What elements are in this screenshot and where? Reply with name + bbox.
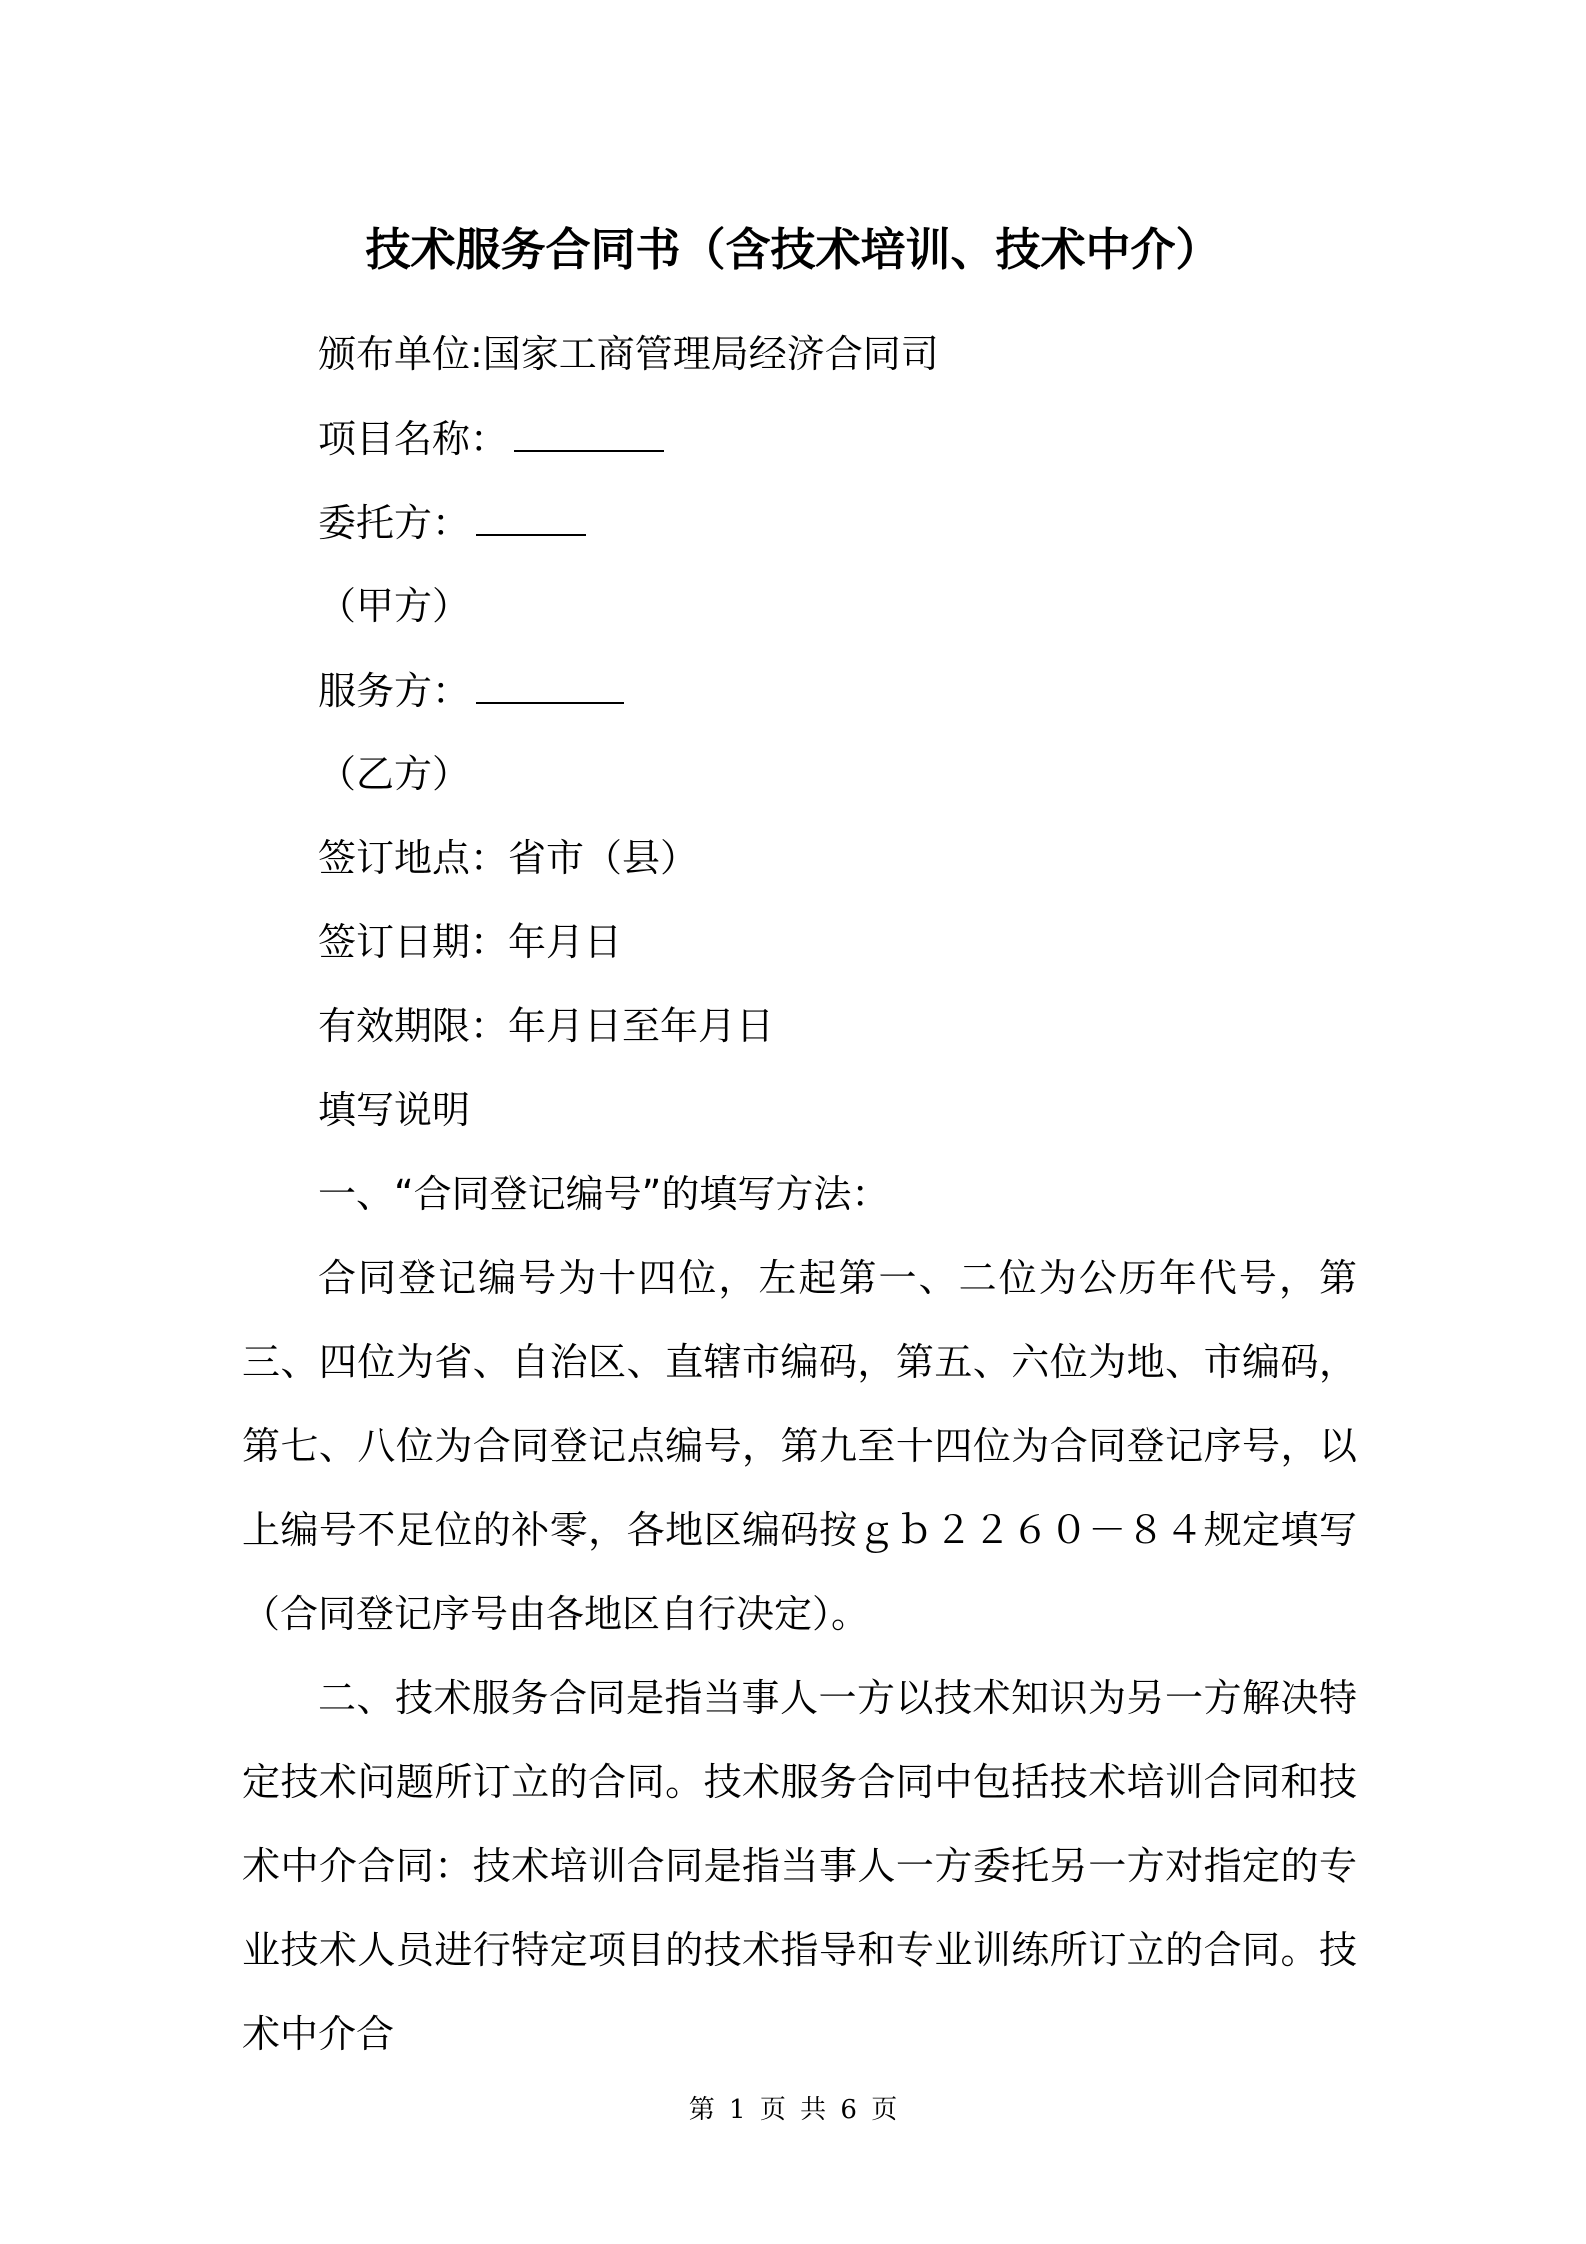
party-b-line: （乙方） (318, 752, 471, 796)
project-name-label: 项目名称： (318, 417, 509, 461)
client-label: 委托方： (318, 501, 471, 545)
issuer-line: 颁布单位:国家工商管理局经济合同司 (318, 332, 939, 376)
project-name-blank (514, 410, 664, 452)
client-line (318, 494, 586, 551)
service-label: 服务方： (318, 669, 471, 713)
service-blank (476, 662, 624, 704)
sign-place-line: 签订地点：省市（县） (318, 836, 699, 880)
paragraph-registration-number: 合同登记编号为十四位，左起第一、二位为公历年代号，第三、四位为省、自治区、直辖市编码，第五、六位为地、市编码，第七、八位为合同登记点编号，第九至十四位为合同登记序号，以上编号不足位的补零，各地区编码按ｇｂ２２６０－８４规定填写（合同登记序号由各地区自行决定）。 (242, 1256, 1357, 1636)
validity-line: 有效期限：年月日至年月日 (318, 1004, 775, 1048)
project-name-line (318, 410, 664, 467)
service-line (318, 662, 624, 719)
paragraph-service-contract: 二、技术服务合同是指当事人一方以技术知识为另一方解决特定技术问题所订立的合同。技术服务合同中包括技术培训合同和技术中介合同：技术培训合同是指当事人一方委托另一方对指定的专业技术人员进行特定项目的技术指导和专业训练所订立的合同。技术中介合 (242, 1676, 1357, 2056)
client-blank (476, 494, 586, 536)
page-number-footer: 第 1 页 共 6 页 (688, 2095, 898, 2125)
instructions-heading: 填写说明 (318, 1088, 471, 1132)
sign-date-line: 签订日期：年月日 (318, 920, 623, 964)
document-title: 技术服务合同书（含技术培训、技术中介） (365, 223, 1221, 276)
section1-heading: 一、“合同登记编号”的填写方法： (318, 1172, 890, 1216)
party-a-line: （甲方） (318, 584, 471, 628)
